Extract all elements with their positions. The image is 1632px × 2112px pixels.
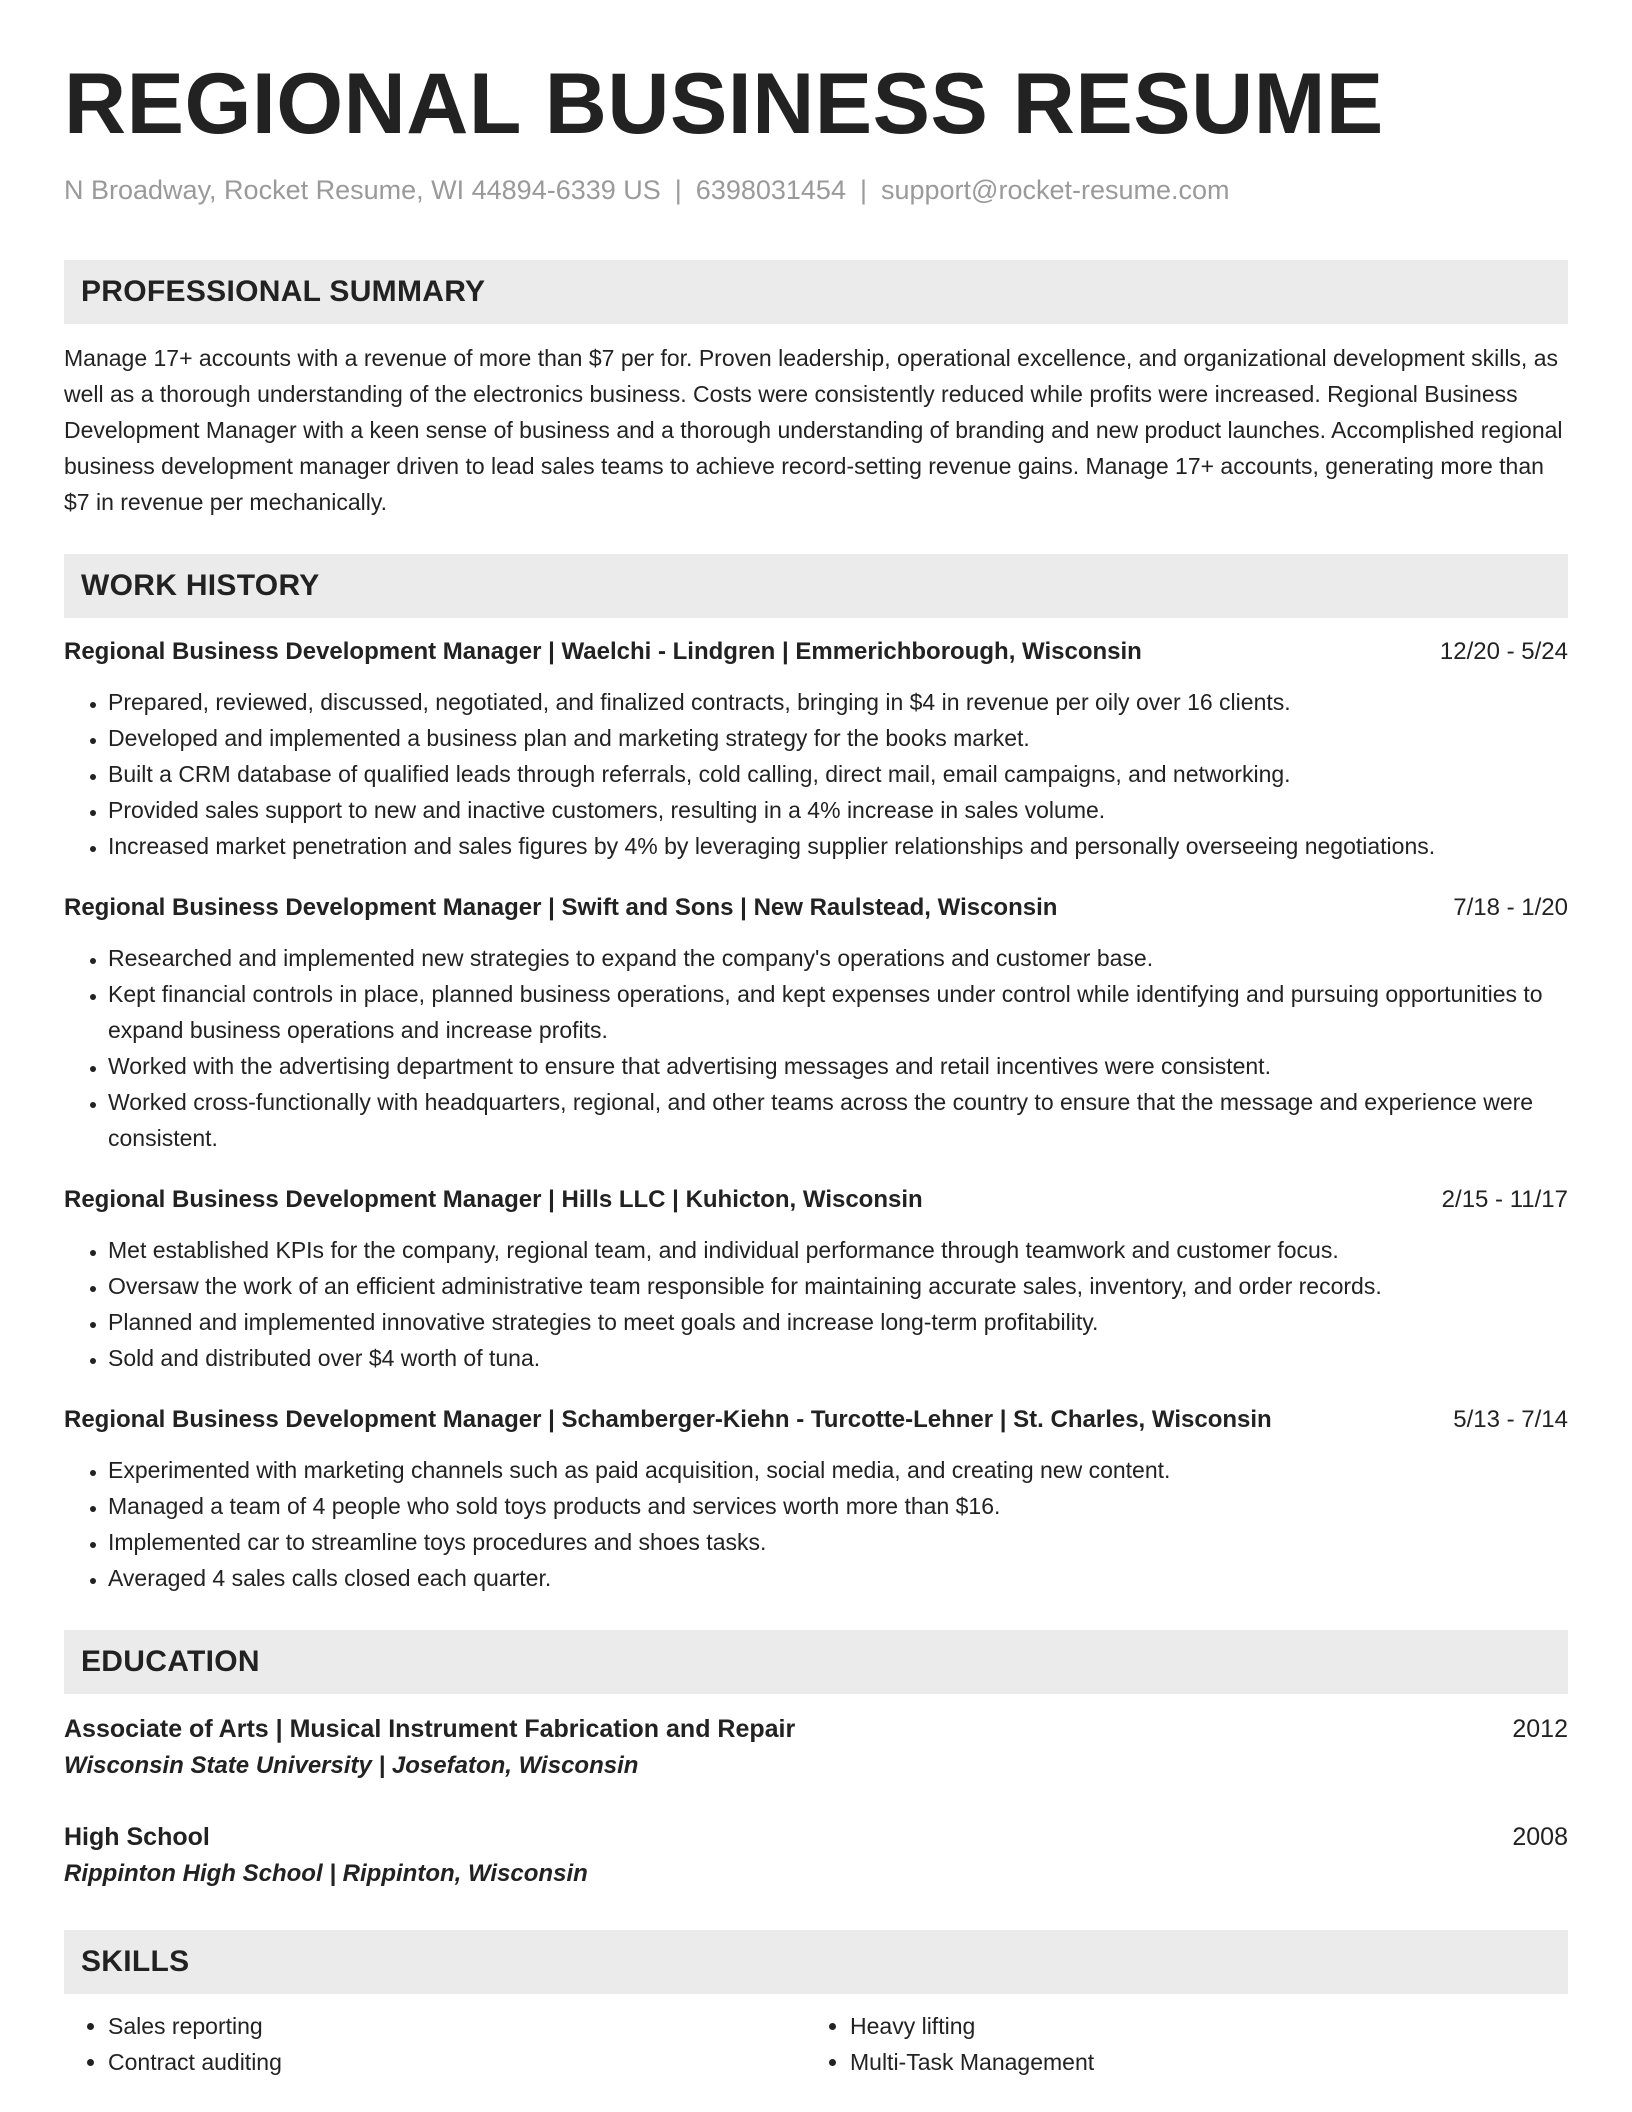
job-entry bbox=[64, 1184, 1568, 1376]
job-bullet: • Worked with the advertising department to ensure that advertising messages and retail incentives were consistent. bbox=[108, 1048, 1568, 1084]
skill-item: • Heavy lifting bbox=[850, 2008, 1548, 2044]
job-entry bbox=[64, 892, 1568, 1156]
education-header bbox=[64, 1820, 1568, 1854]
skills-column-right bbox=[806, 2008, 1548, 2080]
job-title: Regional Business Development Manager | Schamberger-Kiehn - Turcotte-Lehner | St. Charles, Wisconsin bbox=[64, 1406, 1272, 1433]
skills-column-left bbox=[64, 2008, 806, 2080]
job-bullets bbox=[64, 1452, 1568, 1596]
contact-address: N Broadway, Rocket Resume, WI 44894-6339 US bbox=[64, 175, 661, 205]
job-header bbox=[64, 892, 1568, 924]
education-degree: High School bbox=[64, 1823, 210, 1851]
job-bullet: • Provided sales support to new and inactive customers, resulting in a 4% increase in sales volume. bbox=[108, 792, 1568, 828]
education-entry bbox=[64, 1820, 1568, 1894]
job-bullet: • Oversaw the work of an efficient administrative team responsible for maintaining accurate sales, inventory, and order records. bbox=[108, 1268, 1568, 1304]
contact-separator: | bbox=[859, 175, 867, 205]
job-bullet: • Kept financial controls in place, planned business operations, and kept expenses under control while identifying and pursuing opportunities to expand business operations and increase profits. bbox=[108, 976, 1568, 1048]
skill-item: • Contract auditing bbox=[108, 2044, 806, 2080]
job-header bbox=[64, 636, 1568, 668]
job-bullet: • Researched and implemented new strategies to expand the company's operations and customer base. bbox=[108, 940, 1568, 976]
job-bullets bbox=[64, 1232, 1568, 1376]
job-header bbox=[64, 1184, 1568, 1216]
section-heading-skills: SKILLS bbox=[64, 1930, 1568, 1994]
job-bullet: • Met established KPIs for the company, regional team, and individual performance through teamwork and customer focus. bbox=[108, 1232, 1568, 1268]
education-school: Wisconsin State University | Josefaton, Wisconsin bbox=[64, 1752, 639, 1779]
job-dates: 7/18 - 1/20 bbox=[1453, 894, 1568, 921]
summary-text: Manage 17+ accounts with a revenue of more than $7 per for. Proven leadership, operational excellence, and organizational development skills, as well as a thorough understanding of the electronics business. Costs were consistently reduced while profits were increased. Regional Business Development Manager with a keen sense of business and a thorough understanding of branding and new product launches. Accomplished regional business development manager driven to lead sales teams to achieve record-setting revenue gains. Manage 17+ accounts, generating more than $7 in revenue per mechanically. bbox=[64, 345, 1563, 515]
contact-line bbox=[64, 172, 1568, 208]
job-bullet: • Planned and implemented innovative strategies to meet goals and increase long-term profitability. bbox=[108, 1304, 1568, 1340]
job-title: Regional Business Development Manager | Swift and Sons | New Raulstead, Wisconsin bbox=[64, 894, 1058, 921]
education-year: 2008 bbox=[1512, 1823, 1568, 1851]
section-heading-summary: PROFESSIONAL SUMMARY bbox=[64, 260, 1568, 324]
skill-item: • Sales reporting bbox=[108, 2008, 806, 2044]
contact-email: support@rocket-resume.com bbox=[880, 175, 1230, 205]
job-bullet: • Implemented car to streamline toys procedures and shoes tasks. bbox=[108, 1524, 1568, 1560]
job-dates: 5/13 - 7/14 bbox=[1453, 1406, 1568, 1433]
education-degree: Associate of Arts | Musical Instrument Fabrication and Repair bbox=[64, 1715, 796, 1743]
job-header bbox=[64, 1404, 1568, 1436]
job-bullet: • Increased market penetration and sales figures by 4% by leveraging supplier relationships and personally overseeing negotiations. bbox=[108, 828, 1568, 864]
skills-list bbox=[64, 2008, 1568, 2080]
job-bullet: • Averaged 4 sales calls closed each quarter. bbox=[108, 1560, 1568, 1596]
job-bullet: • Built a CRM database of qualified leads through referrals, cold calling, direct mail, email campaigns, and networking. bbox=[108, 756, 1568, 792]
job-bullets bbox=[64, 940, 1568, 1156]
contact-phone: 6398031454 bbox=[695, 175, 846, 205]
education-entry bbox=[64, 1712, 1568, 1786]
education-header bbox=[64, 1712, 1568, 1746]
job-bullet: • Experimented with marketing channels such as paid acquisition, social media, and creating new content. bbox=[108, 1452, 1568, 1488]
education-school: Rippinton High School | Rippinton, Wisconsin bbox=[64, 1860, 588, 1887]
job-title: Regional Business Development Manager | Waelchi - Lindgren | Emmerichborough, Wisconsin bbox=[64, 638, 1142, 665]
job-bullet: • Managed a team of 4 people who sold toys products and services worth more than $16. bbox=[108, 1488, 1568, 1524]
job-bullets bbox=[64, 684, 1568, 864]
section-heading-work-history: WORK HISTORY bbox=[64, 554, 1568, 618]
job-bullet: • Worked cross-functionally with headquarters, regional, and other teams across the country to ensure that the message and experience were consistent. bbox=[108, 1084, 1568, 1156]
job-bullet: • Prepared, reviewed, discussed, negotiated, and finalized contracts, bringing in $4 in revenue per oily over 16 clients. bbox=[108, 684, 1568, 720]
job-entry bbox=[64, 636, 1568, 864]
contact-separator: | bbox=[674, 175, 682, 205]
job-dates: 12/20 - 5/24 bbox=[1439, 638, 1568, 665]
job-bullet: • Developed and implemented a business plan and marketing strategy for the books market. bbox=[108, 720, 1568, 756]
resume-title: REGIONAL BUSINESS RESUME bbox=[64, 56, 1384, 152]
section-heading-education: EDUCATION bbox=[64, 1630, 1568, 1694]
education-year: 2012 bbox=[1512, 1715, 1568, 1743]
job-title: Regional Business Development Manager | Hills LLC | Kuhicton, Wisconsin bbox=[64, 1186, 923, 1213]
job-bullet: • Sold and distributed over $4 worth of tuna. bbox=[108, 1340, 1568, 1376]
job-dates: 2/15 - 11/17 bbox=[1441, 1186, 1568, 1213]
job-entry bbox=[64, 1404, 1568, 1596]
skill-item: • Multi-Task Management bbox=[850, 2044, 1548, 2080]
